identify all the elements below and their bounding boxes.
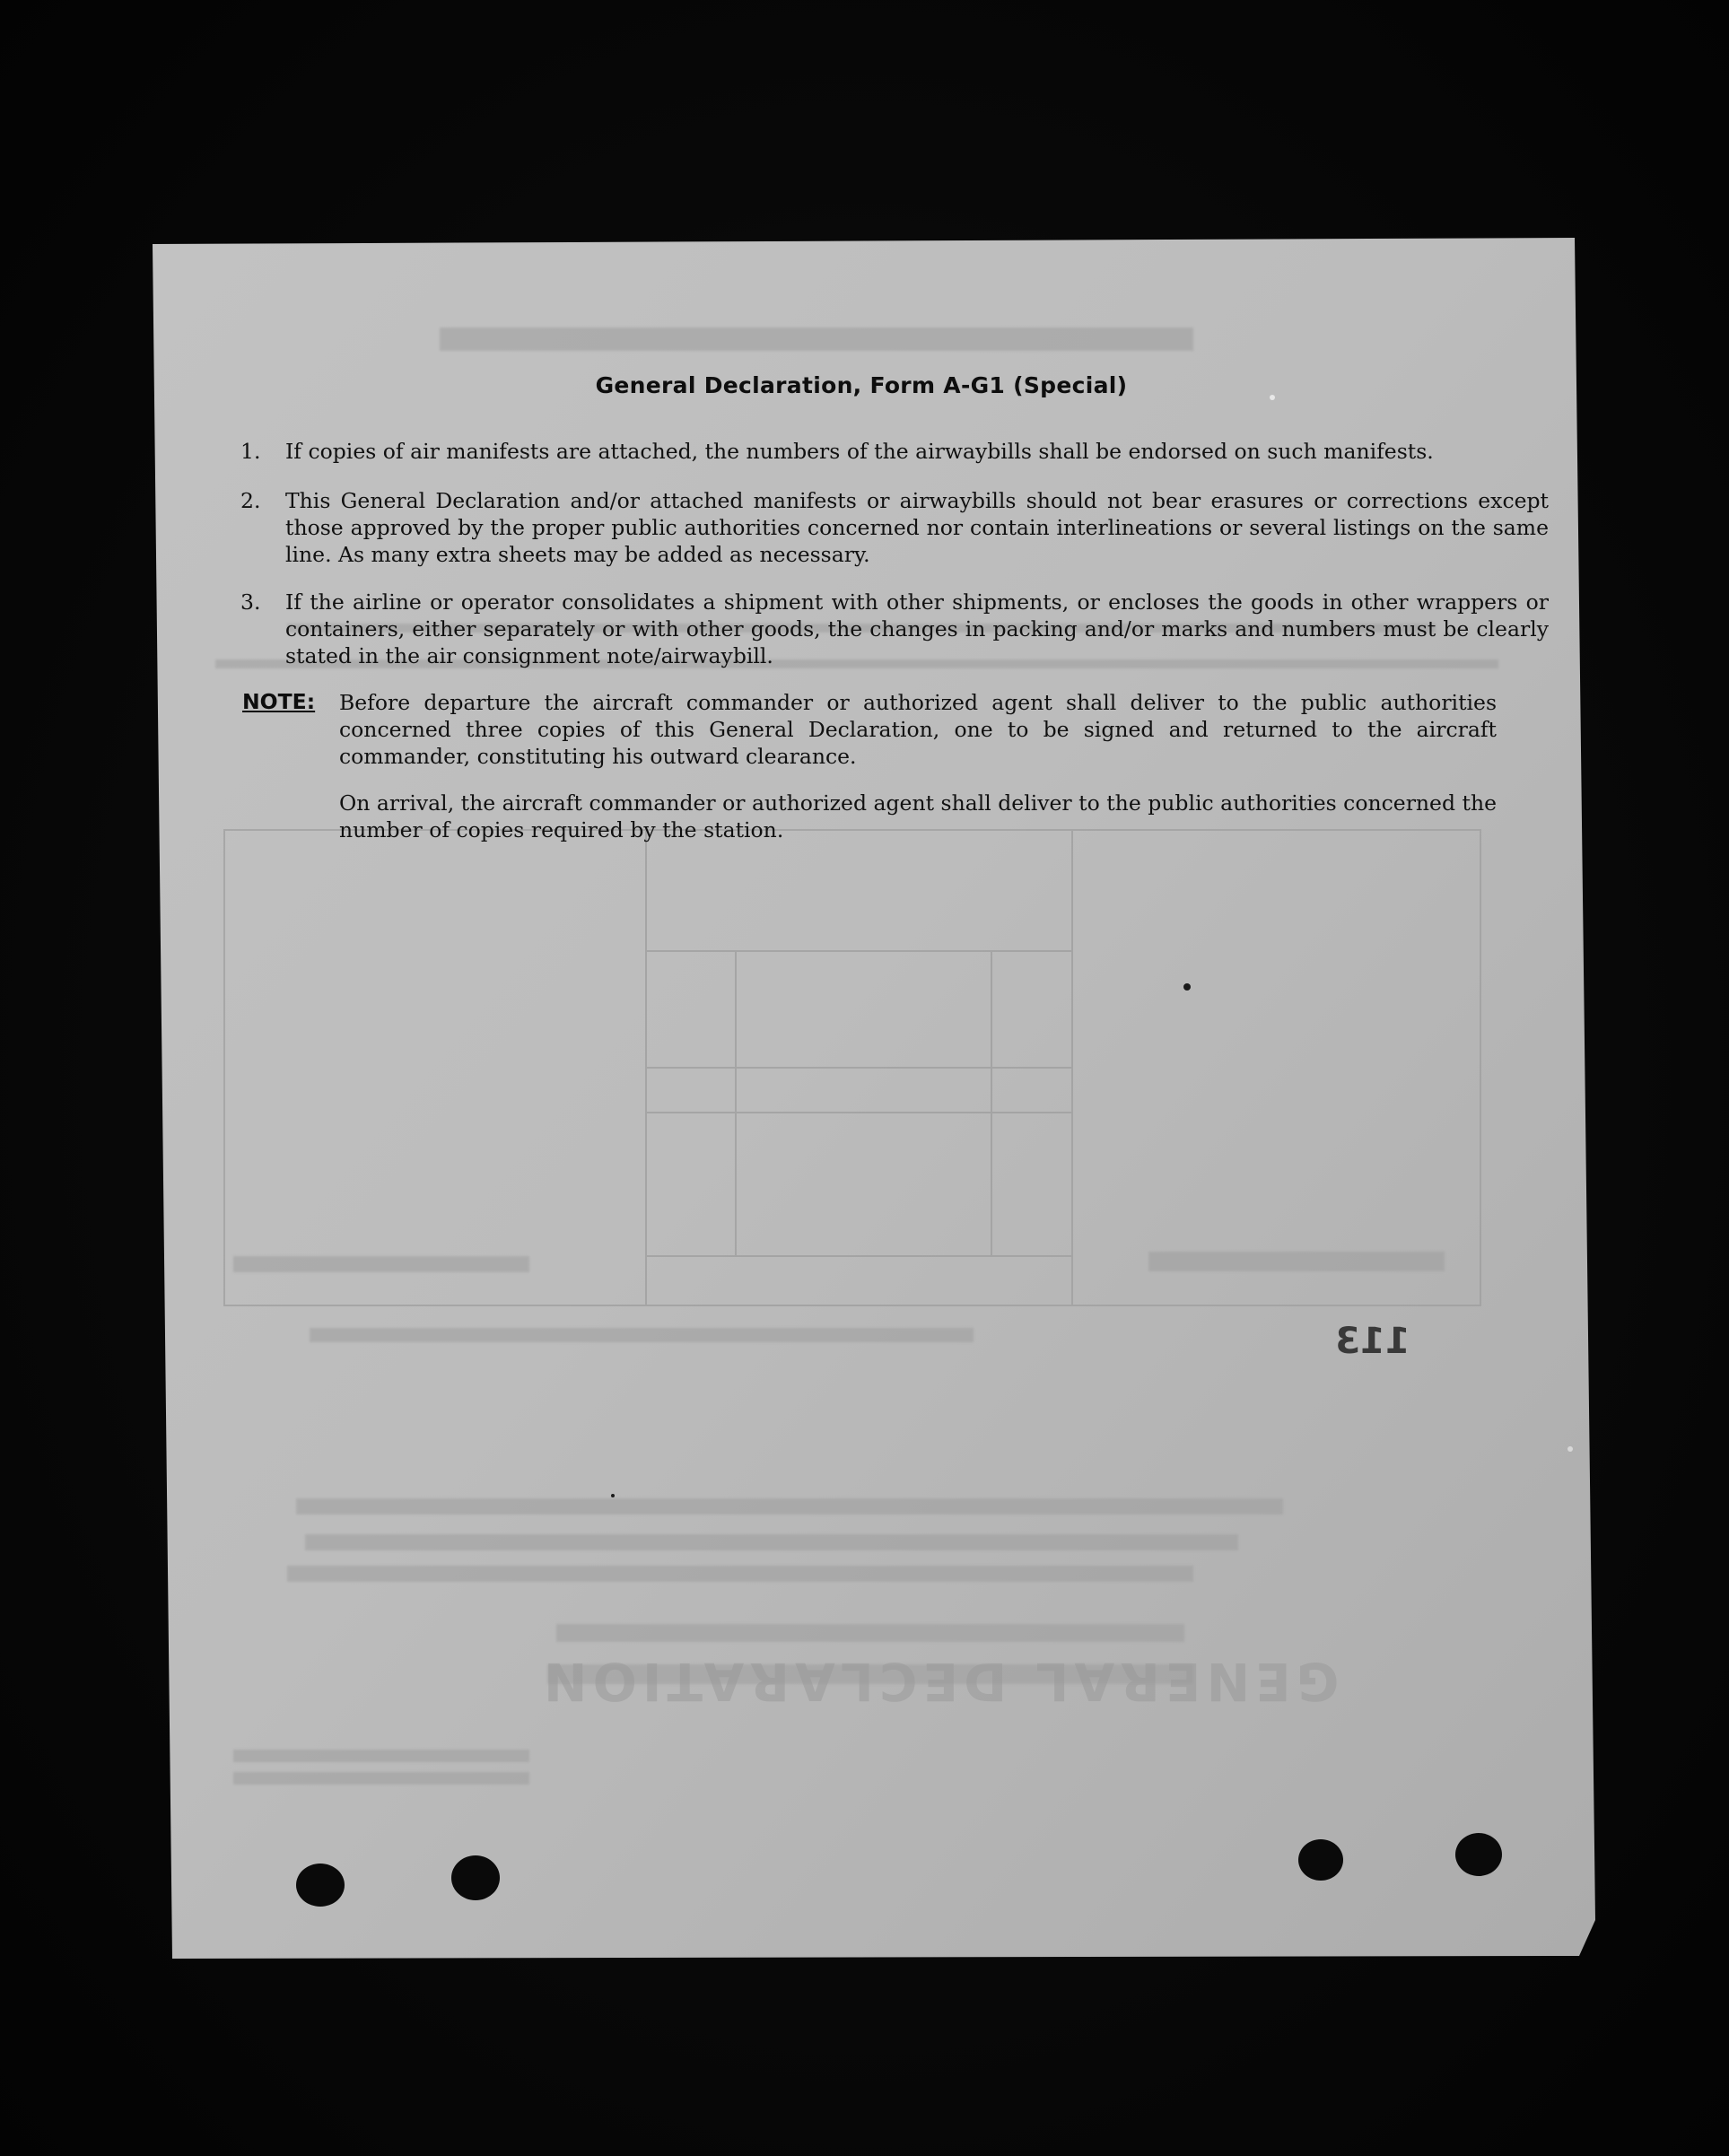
bleed-through-heading: GENERAL DECLARATION bbox=[538, 1651, 1340, 1712]
note-label: NOTE: bbox=[242, 689, 316, 714]
item-number: 2. bbox=[240, 488, 261, 513]
item-text: If copies of air manifests are attached, the numbers of the airwaybills shall be endorsed on such manifests. bbox=[285, 439, 1434, 464]
stamp-mark: 113 bbox=[1335, 1321, 1410, 1362]
item-text: This General Declaration and/or attached manifests or airwaybills should not bear erasures or corrections except those approved by the proper public authorities concerned nor contain interlineations or several listings on the same line. As many extra sheets may be added as necessary. bbox=[285, 488, 1549, 567]
form-title: General Declaration, Form A-G1 (Special) bbox=[595, 372, 1128, 398]
note-paragraph-2: On arrival, the aircraft commander or authorized agent shall deliver to the public authorities concerned the number of copies required by the station. bbox=[339, 790, 1497, 842]
item-text: If the airline or operator consolidates a shipment with other shipments, or encloses the goods in other wrappers or containers, either separately or with other goods, the changes in packing and/or marks and numbers must be clearly stated in the air consignment note/airwaybill. bbox=[285, 589, 1549, 668]
item-number: 1. bbox=[240, 439, 261, 464]
note-paragraph-1: Before departure the aircraft commander or authorized agent shall deliver to the public authorities concerned three copies of this General Declaration, one to be signed and returned to the aircraft commander, constituting his outward clearance. bbox=[339, 690, 1497, 769]
item-number: 3. bbox=[240, 589, 261, 615]
